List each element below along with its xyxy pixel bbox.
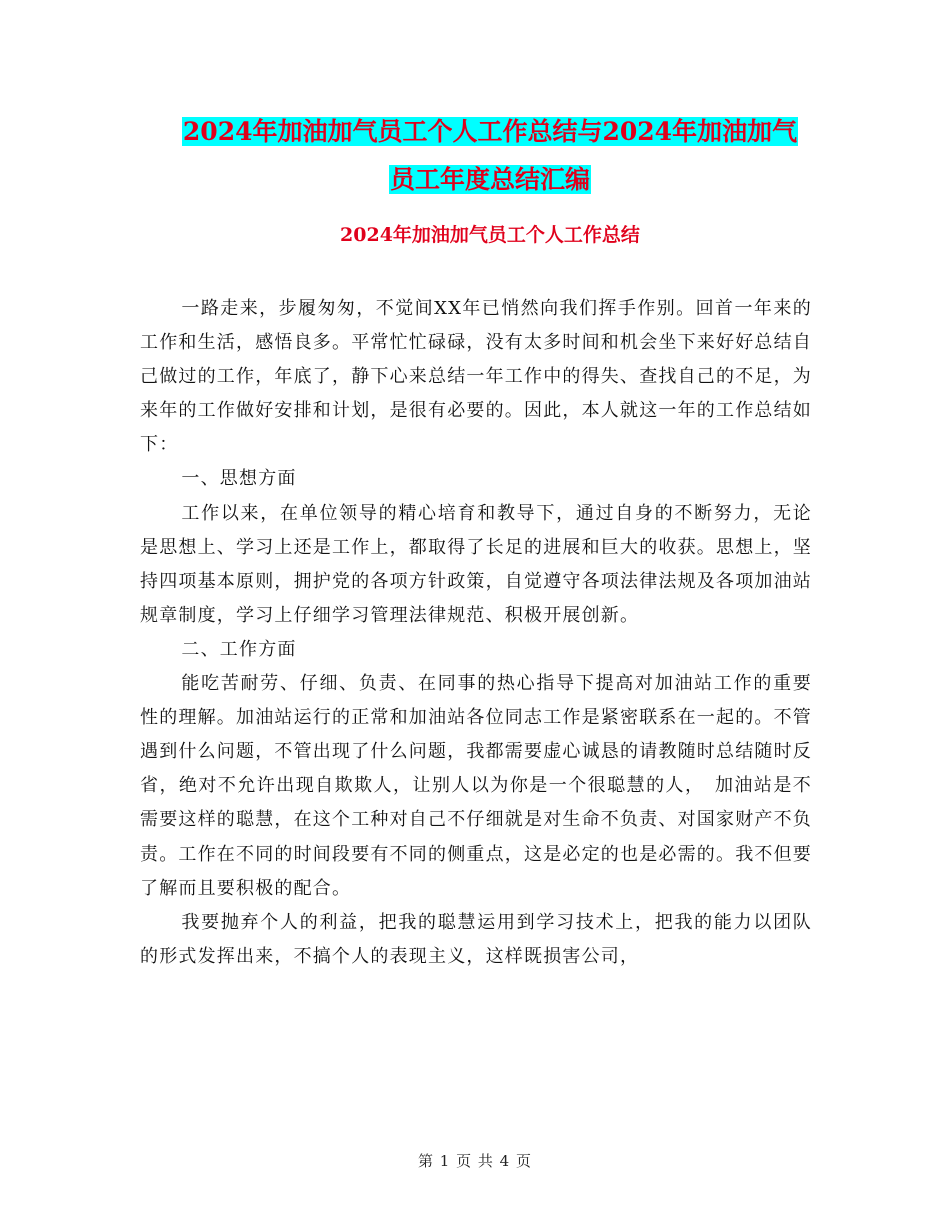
heading-work: 二、工作方面 (181, 638, 297, 660)
document-body (140, 292, 812, 974)
paragraph-work: 能吃苦耐劳、仔细、负责、在同事的热心指导下提高对加油站工作的重要性的理解。加油站运行的正常和加油站各位同志工作是紧密联系在一起的。不管遇到什么问题，不管出现了什么问题，我都需要虚心诚恳的请教随时总结随时反省，绝对不允许出现自欺欺人，让别人以为你是一个很聪慧的人， 加油站是不需要这样的聪慧，在这个工种对自己不仔细就是对生命不负责、对国家财产不负责。工作在不同的时间段要有不同的侧重点，这是必定的也是必需的。我不但要了解而且要积极的配合。 (140, 673, 812, 899)
paragraph-thought: 工作以来，在单位领导的精心培育和教导下，通过自身的不断努力，无论是思想上、学习上还是工作上，都取得了长足的进展和巨大的收获。思想上，坚持四项基本原则，拥护党的各项方针政策，自觉遵守各项法律法规及各项加油站规章制度，学习上仔细学习管理法律规范、积极开展创新。 (140, 502, 812, 626)
document-title-line-2: 员工年度总结汇编 (389, 165, 590, 194)
document-title (140, 108, 840, 204)
paragraph-team: 我要抛弃个人的利益，把我的聪慧运用到学习技术上，把我的能力以团队的形式发挥出来，不搞个人的表现主义，这样既损害公司， (140, 911, 812, 967)
page-number-footer: 第 1 页 共 4 页 (418, 1152, 532, 1170)
document-title-line-1: 2024年加油加气员工个人工作总结与2024年加油加气 (182, 117, 798, 146)
heading-thought: 一、思想方面 (181, 468, 297, 490)
section-title: 2024年加油加气员工个人工作总结 (340, 224, 640, 246)
paragraph-intro: 一路走来，步履匆匆，不觉间XX年已悄然向我们挥手作别。回首一年来的工作和生活，感悟良多。平常忙忙碌碌，没有太多时间和机会坐下来好好总结自己做过的工作，年底了，静下心来总结一年工作中的得失、查找自己的不足，为来年的工作做好安排和计划，是很有必要的。因此，本人就这一年的工作总结如下： (140, 298, 812, 456)
